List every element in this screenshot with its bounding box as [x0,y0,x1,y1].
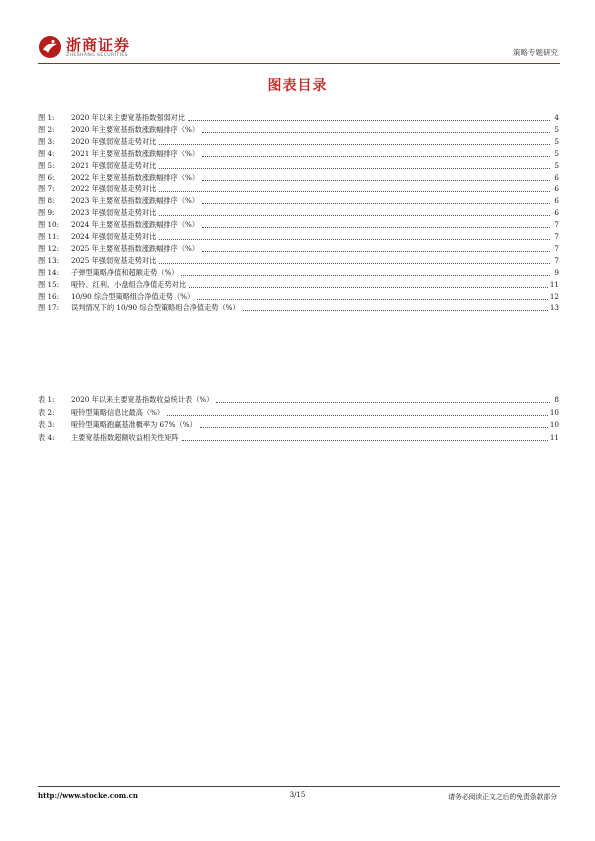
figure-toc-entry-title: 2020 年强弱宽基走势对比 [71,136,157,146]
figure-toc-entry[interactable] [38,159,559,171]
figure-toc-entry[interactable] [38,194,559,206]
figure-toc-entry[interactable] [38,147,559,159]
dot-leader [202,132,550,133]
figure-toc-entry-title: 2022 年强弱宽基走势对比 [71,184,157,194]
dot-leader [159,168,550,169]
figure-toc-entry-label: 图 9: [38,208,55,218]
table-toc-entry-page: 8 [554,395,559,404]
figure-toc-entry[interactable] [38,135,559,147]
table-toc-entry[interactable] [38,431,559,443]
dot-leader [182,440,548,441]
figure-toc-entry-label: 图 1: [38,113,55,122]
figure-toc-entry[interactable] [38,266,559,278]
footer-divider [38,786,560,787]
figure-toc-entry-page: 7 [554,243,559,253]
table-toc-entry[interactable] [38,393,559,405]
dot-leader [202,251,550,252]
figure-toc-entry-page: 5 [554,124,559,134]
figure-toc-entry-label: 图 2: [38,124,55,134]
figure-toc-entry[interactable] [38,278,559,290]
figure-toc-entry-label: 图 17: [38,303,60,313]
dot-leader [243,310,548,311]
figure-toc-entry-label: 图 6: [38,172,55,182]
figure-toc-entry-title: 2024 年主要宽基指数涨跌幅排序（%） [71,220,200,230]
figure-toc-entry-page: 7 [554,220,559,230]
dot-leader [189,287,548,288]
dot-leader [202,227,550,228]
figure-toc-entry-label: 图 16: [38,291,60,301]
table-toc-entry-label: 表 2: [38,407,55,417]
figure-toc-entry-title: 2022 年主要宽基指数涨跌幅排序（%） [71,172,200,182]
table-toc-entry-label: 表 4: [38,432,55,442]
figure-toc-entry-page: 5 [554,136,559,146]
page-header [38,33,560,65]
dot-leader [181,275,550,276]
table-toc-entry-page: 10 [549,420,559,429]
figure-toc-entry-label: 图 14: [38,267,60,277]
figure-toc-entry-label: 图 15: [38,279,60,289]
table-toc-entry-label: 表 1: [38,395,55,404]
figure-toc-entry[interactable] [38,218,559,230]
figure-toc-entry[interactable] [38,111,559,123]
figure-toc-entry[interactable] [38,123,559,135]
page-number: 3/15 [289,791,306,799]
figure-toc-entry[interactable] [38,182,559,194]
figure-toc-entry-label: 图 11: [38,232,60,241]
figure-toc-entry-title: 2023 年主要宽基指数涨跌幅排序（%） [71,196,200,206]
figure-toc-entry-title: 哑铃、红利、小盘组合净值走势对比 [71,279,187,289]
figure-toc-entry-page: 7 [554,255,559,265]
logo-text-cn: 浙商证券 [66,36,131,54]
figure-toc-entry-page: 6 [554,208,559,218]
figure-toc-entry-title: 2020 年主要宽基指数涨跌幅排序（%） [71,124,200,134]
dot-leader [159,239,550,240]
dot-leader [159,215,550,216]
logo-text-en: ZHESHANG SECURITIES [66,53,128,58]
table-toc-entry-title: 哑铃型策略跑赢基准概率为 67%（%） [71,420,197,429]
figure-toc-entry[interactable] [38,242,559,254]
figure-toc-entry-page: 12 [549,291,559,301]
figure-toc-entry-title: 2023 年强弱宽基走势对比 [71,208,157,218]
logo-mark-icon [38,35,62,59]
dot-leader [188,120,550,121]
figure-toc-entry-page: 5 [554,160,559,170]
figure-toc-entry-title: 10/90 综合型策略组合净值走势（%） [71,291,195,301]
dot-leader [159,144,550,145]
dot-leader [200,427,548,428]
table-toc-entry-page: 11 [549,432,559,442]
figure-toc-entry[interactable] [38,206,559,218]
table-toc-entry-page: 10 [549,407,559,417]
figure-toc-entry[interactable] [38,290,559,302]
table-toc-entry-title: 哑铃型策略信息比最高（%） [71,407,165,417]
figure-toc-entry-title: 2024 年强弱宽基走势对比 [71,232,157,241]
table-toc-entry[interactable] [38,418,559,430]
table-toc-entry-label: 表 3: [38,420,55,429]
figure-toc-entry-page: 9 [554,267,559,277]
figure-toc-entry[interactable] [38,230,559,242]
table-toc-entry[interactable] [38,406,559,418]
figure-toc-entry-title: 2025 年强弱宽基走势对比 [71,255,157,265]
dot-leader [167,415,548,416]
figure-toc-entry-page: 6 [554,184,559,194]
figure-toc-entry-label: 图 4: [38,148,55,158]
figure-toc-entry-title: 2020 年以来主要宽基指数强弱对比 [71,113,186,122]
figure-toc-entry[interactable] [38,254,559,266]
dot-leader [197,299,548,300]
figure-toc-entry-label: 图 12: [38,243,60,253]
figure-toc-entry-label: 图 7: [38,184,55,194]
figure-toc-entry-page: 6 [554,196,559,206]
figure-toc-entry-page: 4 [554,113,559,122]
figure-toc-entry-title: 子弹型策略净值和超额走势（%） [71,267,179,277]
figure-toc-entry-page: 13 [549,303,559,313]
figure-toc-entry-label: 图 13: [38,255,60,265]
dot-leader [202,203,550,204]
figure-toc-entry[interactable] [38,301,559,313]
figure-toc-entry-page: 11 [549,279,559,289]
figure-toc-entry-label: 图 10: [38,220,60,230]
figure-toc-entry-page: 6 [554,172,559,182]
dot-leader [202,180,550,181]
figure-toc-entry-label: 图 5: [38,160,55,170]
website-link[interactable]: http://www.stocke.com.cn [38,791,138,800]
dot-leader [159,191,550,192]
table-toc-entry-title: 2020 年以来主要宽基指数收益统计表（%） [71,395,214,404]
figure-toc-entry-title: 2021 年强弱宽基走势对比 [71,160,157,170]
figure-toc-entry-title: 2025 年主要宽基指数涨跌幅排序（%） [71,243,200,253]
figure-toc-entry-label: 图 3: [38,136,55,146]
figure-toc-entry-page: 5 [554,148,559,158]
figure-toc-entry-page: 7 [554,232,559,241]
figure-toc-entry[interactable] [38,171,559,183]
table-toc-entry-title: 主要宽基指数超额收益相关性矩阵 [71,432,179,442]
company-logo [38,33,168,63]
page-title: 图表目录 [267,78,328,94]
figure-toc-entry-title: 误判情况下的 10/90 综合型策略组合净值走势（%） [71,303,240,313]
disclaimer-text: 请务必阅读正文之后的免责条款部分 [448,793,557,801]
dot-leader [202,156,550,157]
header-divider [38,63,560,64]
figure-toc-entry-label: 图 8: [38,196,55,206]
report-type-label: 策略专题研究 [513,48,558,57]
figure-toc-entry-title: 2021 年主要宽基指数涨跌幅排序（%） [71,148,200,158]
dot-leader [216,402,550,403]
dot-leader [159,263,550,264]
